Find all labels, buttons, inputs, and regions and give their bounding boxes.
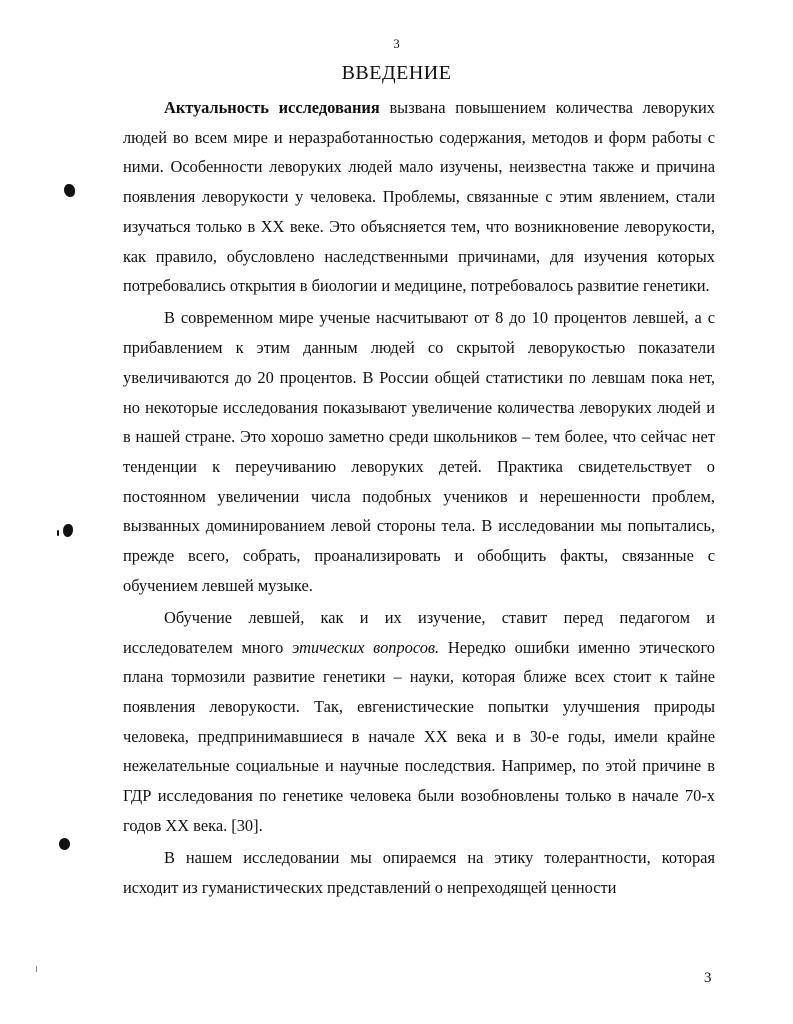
- paragraph-1-text: вызвана повышением количества леворуких людей во всем мире и неразработанностью содержания, методов и форм работы с ними. Особенности леворуких людей мало изучены, неизвестна также и причина появления леворукости у человека. Проблемы, связанные с этим явлением, стали изучаться только в XX веке. Это объясняется тем, что возникновение леворукости, как правило, обусловлено наследственными причинами, для изучения которых потребовались открытия в биологии и медицине, потребовалось развитие генетики.: [123, 98, 715, 296]
- page-number-top: 3: [393, 36, 400, 51]
- scan-speck-mark: [36, 966, 37, 972]
- ink-blot-mark: [64, 184, 75, 197]
- paragraph-3-emphasis: этических вопросов.: [292, 637, 440, 657]
- paragraph-3-after: Нередко ошибки именно этического плана тормозили развитие генетики – науки, которая ближе всех стоит к тайне появления леворукости. Так, евгенистические попытки улучшения природы человека, предпринимавшиеся в начале XX века и в 30-е годы, имели крайне нежелательные социальные и научные последствия. Например, по этой причине в ГДР исследования по генетике человека были возобновлены только в начале 70-х годов XX века. [30].: [123, 637, 716, 835]
- paragraph-3: [123, 603, 715, 841]
- body-text: [123, 93, 715, 902]
- ink-dot-mark: [59, 838, 70, 850]
- page-number-bottom: 3: [704, 970, 712, 986]
- paragraph-4: В нашем исследовании мы опираемся на этику толерантности, которая исходит из гуманистических представлений о непреходящей ценности: [123, 848, 715, 897]
- paragraph-1: [123, 93, 715, 301]
- ink-speck-mark: [57, 530, 59, 536]
- paragraph-2: В современном мире ученые насчитывают от 8 до 10 процентов левшей, а с прибавлением к этим данным людей со скрытой леворукостью показатели увеличиваются до 20 процентов. В России общей статистики по левшам пока нет, но некоторые исследования показывают увеличение количества леворуких людей и в нашей стране. Это хорошо заметно среди школьников – тем более, что сейчас нет тенденции к переучиванию леворуких детей. Практика свидетельствует о постоянном увеличении числа подобных учеников и нерешенности проблем, вызванных доминированием левой стороны тела. В исследовании мы попытались, прежде всего, собрать, проанализировать и обобщить факты, связанные с обучением левшей музыке.: [123, 308, 715, 595]
- section-heading: ВВЕДЕНИЕ: [341, 62, 452, 84]
- paragraph-3-before: Обучение левшей, как и их изучение, ставит перед педагогом и исследователем много: [123, 607, 715, 657]
- paragraph-1-lead: Актуальность исследования: [164, 98, 380, 117]
- ink-blot-mark: [63, 524, 73, 537]
